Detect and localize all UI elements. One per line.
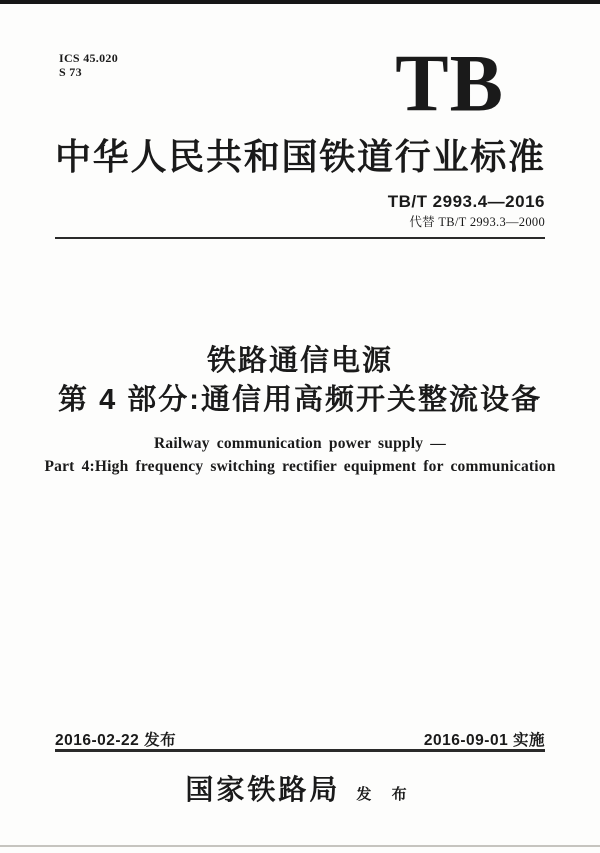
title-cn-line2: 第 4 部分:通信用高频开关整流设备 [58,384,542,416]
title-en-line1: Railway communication power supply — [154,435,446,452]
standard-number-block [388,192,545,230]
tb-standard-logo: TB [395,39,504,129]
title-cn-line1: 铁路通信电源 [206,345,393,377]
implement-date: 2016-09-01 实施 [423,732,545,749]
publisher-row [0,768,600,808]
replaces-note: 代替 TB/T 2993.3—2000 [409,215,545,229]
footer-divider [55,749,545,752]
header-divider [55,237,545,239]
standard-category-title: 中华人民共和国铁道行业标准 [55,137,545,177]
document-title-chinese [0,342,600,420]
publisher-name: 国家铁路局 [185,775,341,806]
scan-edge-bottom [0,845,600,847]
scan-edge-top [0,0,600,4]
classification-codes [59,51,118,79]
doc-class-code: S 73 [59,65,82,79]
document-title-english [0,432,600,478]
standard-number: TB/T 2993.4—2016 [387,192,545,211]
title-en-line2: Part 4:High frequency switching rectifier equipment for communication [44,458,556,475]
date-row [55,728,545,750]
ics-code: ICS 45.020 [59,51,119,65]
publisher-label: 发 布 [356,786,415,803]
issue-date: 2016-02-22 发布 [55,732,177,749]
